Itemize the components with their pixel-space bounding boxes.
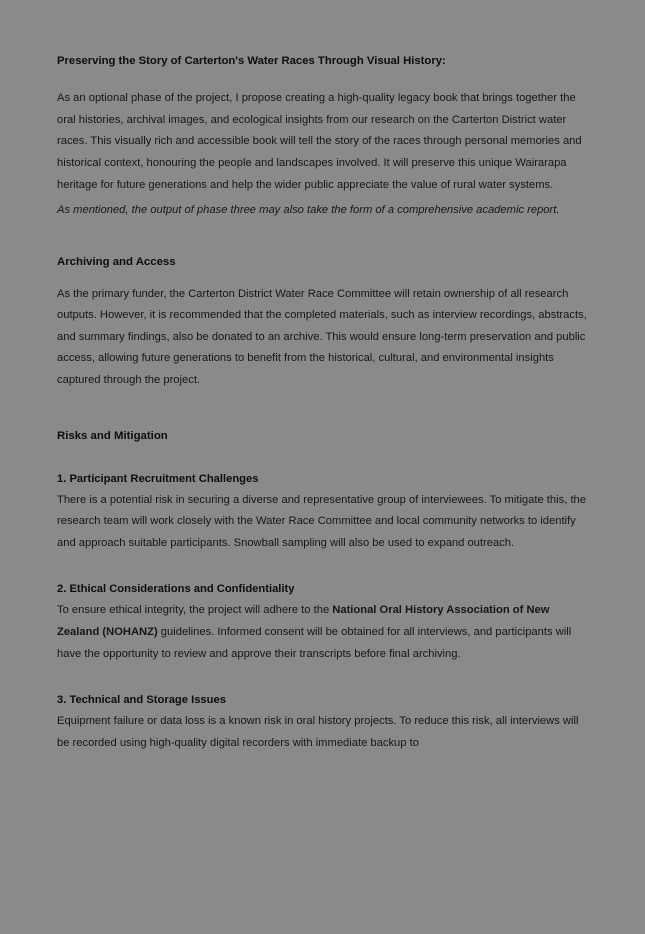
section-body-archiving: As the primary funder, the Carterton District Water Race Committee will retain ownership of all research outputs. However, it is recommended that the completed materials, such as interview recordings, abstracts, and summary findings, also be donated to an archive. This would ensure long-term preservation and public access, allowing future generations to benefit from the historical, cultural, and environmental insights captured through the project.: [57, 287, 587, 387]
risk-item-2-text-before: To ensure ethical integrity, the project will adhere to the: [57, 604, 333, 617]
risk-item-2-title: 2. Ethical Considerations and Confidentiality: [57, 583, 295, 596]
intro-note: As mentioned, the output of phase three may also take the form of a comprehensive academic report.: [57, 204, 560, 217]
spacer: [57, 458, 588, 470]
risk-item-1-text: There is a potential risk in securing a diverse and representative group of interviewees. To mitigate this, the research team will work closely with the Water Race Committee and local community networks to identify and approach suitable participants. Snowball sampling will also be used to expand outreach.: [57, 493, 586, 549]
section-heading-risks: Risks and Mitigation: [57, 429, 168, 442]
spacer: [57, 669, 588, 691]
spacer: [57, 76, 588, 88]
risk-item-2-text-after: guidelines. Informed consent will be obtained for all interviews, and participants will have the opportunity to review and approve their transcripts before final archiving.: [57, 626, 572, 660]
risk-item-1-title: 1. Participant Recruitment Challenges: [57, 472, 259, 485]
intro-paragraph: As an optional phase of the project, I propose creating a high-quality legacy book that brings together the oral histories, archival images, and ecological insights from our research on the Carterton District water races. This visually rich and accessible book will tell the story of the races through personal memories and historical context, honouring the people and landscapes involved. It will preserve this unique Wairarapa heritage for future generations and help the wider public appreciate the value of rural water systems.: [57, 92, 582, 191]
document-body: [57, 52, 588, 755]
spacer: [57, 558, 588, 580]
spacer: [57, 222, 588, 252]
risk-item-3-title: 3. Technical and Storage Issues: [57, 694, 226, 707]
spacer: [57, 396, 588, 426]
document-title: Preserving the Story of Carterton's Water Races Through Visual History:: [57, 55, 446, 67]
risk-item-3-text: Equipment failure or data loss is a known risk in oral history projects. To reduce this risk, all interviews will be recorded using high-quality digital recorders with immediate backup to: [57, 715, 579, 749]
risk-item-1-body: [57, 490, 588, 555]
risk-item-2-text-bold: National Oral History Association of New Zealand (NOHANZ): [57, 604, 550, 639]
section-heading-archiving: Archiving and Access: [57, 255, 176, 268]
risk-item-3-body: [57, 711, 588, 754]
risk-item-2-body: [57, 600, 588, 665]
